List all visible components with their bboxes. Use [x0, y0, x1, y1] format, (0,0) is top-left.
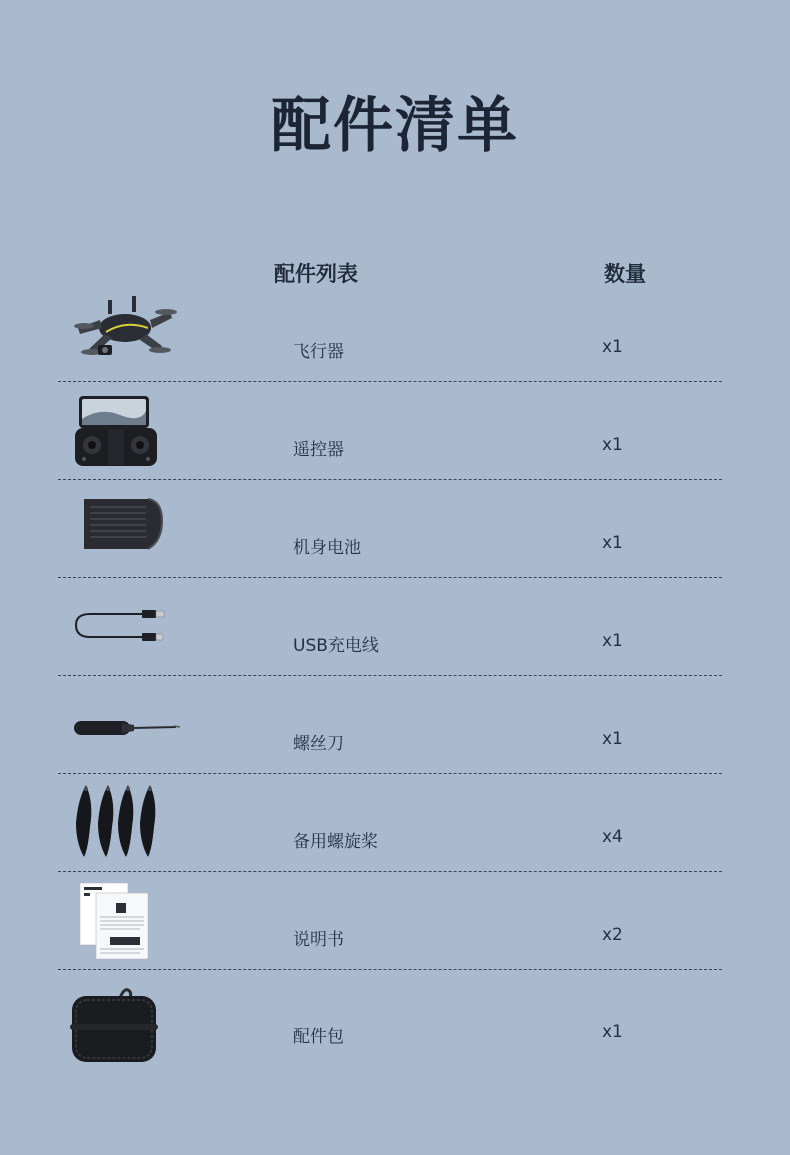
- screwdriver-icon: [70, 687, 180, 777]
- item-quantity: x1: [602, 631, 623, 651]
- list-item-remote-controller: [0, 393, 790, 491]
- carry-case-icon: [66, 984, 176, 1074]
- item-quantity: x1: [602, 729, 623, 749]
- row-divider: [58, 871, 722, 872]
- column-header-quantity: 数量: [604, 262, 646, 286]
- item-name: USB充电线: [293, 636, 379, 656]
- item-quantity: x1: [602, 1022, 623, 1042]
- row-divider: [58, 675, 722, 676]
- item-quantity: x1: [602, 337, 623, 357]
- item-name: 配件包: [293, 1027, 344, 1047]
- item-name: 说明书: [293, 930, 344, 950]
- item-quantity: x1: [602, 435, 623, 455]
- item-name: 飞行器: [293, 342, 344, 362]
- list-item-screwdriver: [0, 687, 790, 785]
- item-name: 螺丝刀: [293, 734, 344, 754]
- usb-cable-icon: [70, 589, 180, 679]
- item-name: 机身电池: [293, 538, 361, 558]
- battery-icon: [70, 491, 180, 581]
- column-header-list: 配件列表: [274, 262, 358, 286]
- item-quantity: x1: [602, 533, 623, 553]
- list-item-usb-cable: [0, 589, 790, 687]
- list-item-battery: [0, 491, 790, 589]
- manual-icon: [70, 881, 180, 971]
- row-divider: [58, 577, 722, 578]
- propeller-icon: [70, 783, 180, 873]
- item-name: 备用螺旋桨: [293, 832, 378, 852]
- list-item-carry-case: [0, 984, 790, 1082]
- row-divider: [58, 773, 722, 774]
- list-item-manual: [0, 881, 790, 979]
- drone-icon: [70, 290, 180, 380]
- list-item-propellers: [0, 783, 790, 881]
- item-name: 遥控器: [293, 440, 344, 460]
- list-item-drone: [0, 290, 790, 388]
- row-divider: [58, 479, 722, 480]
- item-quantity: x2: [602, 925, 623, 945]
- row-divider: [58, 969, 722, 970]
- page-title: 配件清单: [271, 91, 519, 161]
- remote-controller-icon: [70, 393, 180, 483]
- item-quantity: x4: [602, 827, 623, 847]
- row-divider: [58, 381, 722, 382]
